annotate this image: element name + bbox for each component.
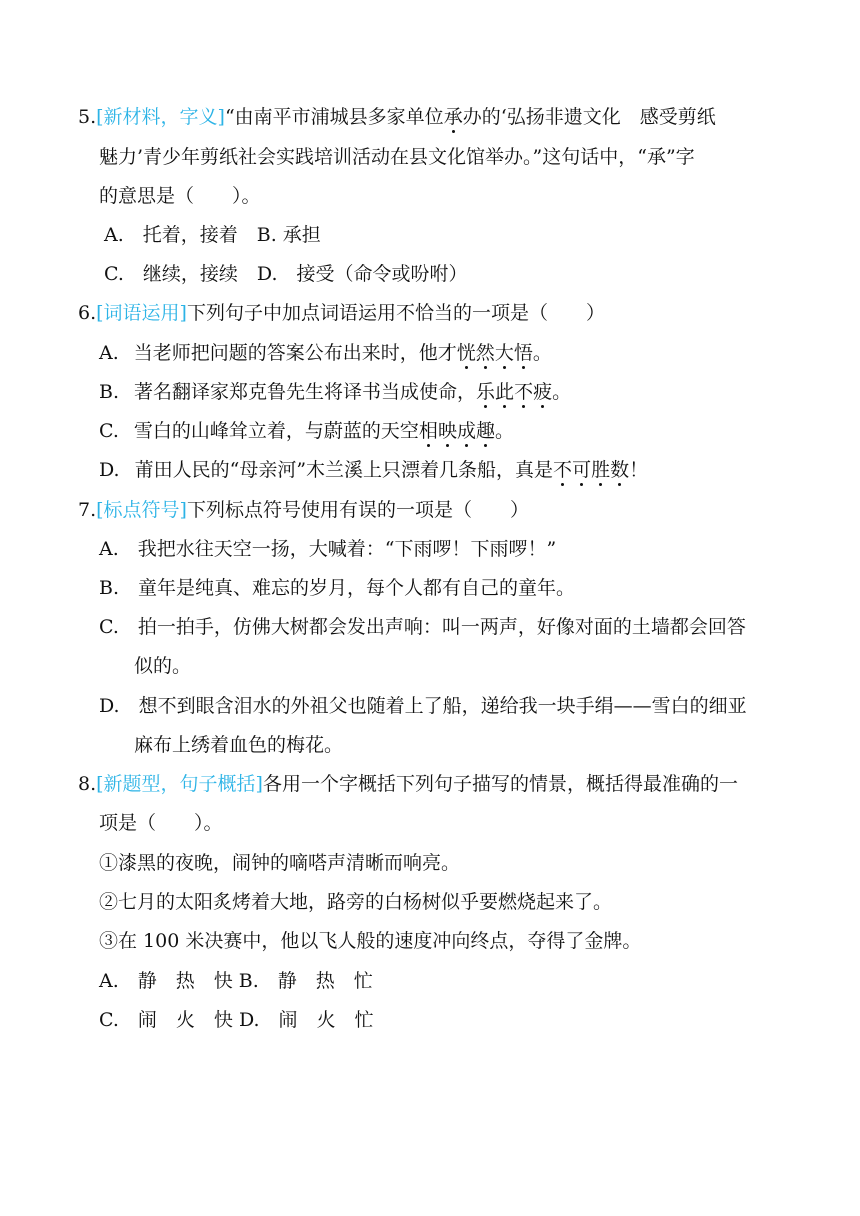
q5-options-ab: A. 托着，接着 B. 承担 [104, 224, 321, 246]
q8-sentence-3: ③在 100 米决赛中，他以飞人般的速度冲向终点，夺得了金牌。 [99, 930, 642, 952]
q5-options-cd: C. 继续，接续 D. 接受（命令或吩咐） [104, 263, 468, 285]
q8-sentence-1: ①漆黑的夜晚，闹钟的嘀嗒声清晰而响亮。 [99, 852, 461, 874]
q7-number: 7. [78, 499, 97, 521]
q6-a-dot-1: 然 [475, 342, 495, 364]
q6-d-label: D. [99, 459, 120, 481]
q6-d-dot-2: 胜 [591, 459, 611, 481]
q7-option-d-line1: D. 想不到眼含泪水的外祖父也随着上了船，递给我一块手绢——雪白的细亚 [99, 695, 747, 717]
q8-stem-line2: 项是（ ）。 [99, 812, 223, 834]
q6-a-label: A. [99, 342, 119, 364]
q6-b-dot-2: 不 [514, 381, 534, 403]
q8-stem: 各用一个字概括下列句子描写的情景，概括得最准确的一 [262, 773, 738, 795]
q5-line1 [78, 103, 716, 131]
q6-a-dot-2: 大 [494, 342, 514, 364]
q8-sentence-2: ②七月的太阳炙烤着大地，路旁的白杨树似乎要燃烧起来了。 [99, 891, 613, 913]
q6-number: 6. [78, 302, 97, 324]
q6-option-c [99, 417, 514, 445]
q7-option-a: A. 我把水往天空一扬，大喊着：“下雨啰！下雨啰！” [99, 538, 557, 560]
q5-text-b: 办的‘弘扬非遗文化 感受剪纸 [462, 106, 716, 128]
q7-option-d-line2: 麻布上绣着血色的梅花。 [134, 734, 344, 756]
q6-option-d [99, 456, 648, 484]
q6-c-end: 。 [494, 420, 514, 442]
q6-d-dot-1: 可 [572, 459, 592, 481]
q8-stem-line [78, 770, 738, 798]
q6-d-dot-3: 数 [610, 459, 630, 481]
q8-options-ab: A. 静 热 快 B. 静 热 忙 [99, 970, 373, 992]
q6-c-text: 雪白的山峰耸立着，与蔚蓝的天空 [133, 420, 419, 442]
q5-number: 5. [78, 106, 97, 128]
q5-tag: [新材料，字义] [96, 106, 225, 128]
q6-c-dot-0: 相 [418, 420, 438, 442]
q6-tag: [词语运用] [96, 302, 187, 324]
q7-option-c-line1: C. 拍一拍手，仿佛大树都会发出声响：叫一两声，好像对面的土墙都会回答 [99, 616, 746, 638]
q7-option-b: B. 童年是纯真、难忘的岁月，每个人都有自己的童年。 [99, 577, 576, 599]
q6-a-dot-0: 恍 [456, 342, 476, 364]
q7-tag: [标点符号] [96, 499, 187, 521]
q6-c-label: C. [99, 420, 119, 442]
q7-option-c-line2: 似的。 [134, 655, 192, 677]
q6-c-dot-3: 趣 [475, 420, 495, 442]
q6-a-end: 。 [532, 342, 552, 364]
q8-number: 8. [78, 773, 97, 795]
q5-dotted-char: 承 [443, 106, 463, 128]
q5-line3: 的意思是（ ）。 [99, 185, 261, 207]
q6-b-dot-0: 乐 [476, 381, 496, 403]
q8-options-cd: C. 闹 火 快 D. 闹 火 忙 [99, 1009, 374, 1031]
q6-option-a [99, 339, 552, 367]
q6-b-label: B. [99, 381, 120, 403]
q7-stem-line [78, 496, 529, 524]
q6-d-end: ！ [629, 459, 649, 481]
q5-text-a: “由南平市浦城县多家单位 [224, 106, 444, 128]
q6-c-dot-1: 映 [437, 420, 457, 442]
q7-stem: 下列标点符号使用有误的一项是（ ） [186, 499, 529, 521]
q6-b-text: 著名翻译家郑克鲁先生将译书当成使命， [134, 381, 477, 403]
q6-a-dot-3: 悟 [513, 342, 533, 364]
q6-d-dot-0: 不 [553, 459, 573, 481]
q6-b-dot-1: 此 [495, 381, 515, 403]
q8-tag: [新题型，句子概括] [96, 773, 263, 795]
q6-c-dot-2: 成 [456, 420, 476, 442]
q6-stem: 下列句子中加点词语运用不恰当的一项是（ ） [186, 302, 605, 324]
q6-stem-line [78, 299, 605, 327]
q6-option-b [99, 378, 571, 406]
q6-a-text: 当老师把问题的答案公布出来时，他才 [133, 342, 457, 364]
q6-b-end: 。 [552, 381, 572, 403]
q6-d-text: 莆田人民的“母亲河”木兰溪上只漂着几条船，真是 [134, 459, 554, 481]
q6-b-dot-3: 疲 [533, 381, 553, 403]
q5-line2: 魅力’青少年剪纸社会实践培训活动在县文化馆举办。”这句话中，“承”字 [99, 146, 695, 168]
